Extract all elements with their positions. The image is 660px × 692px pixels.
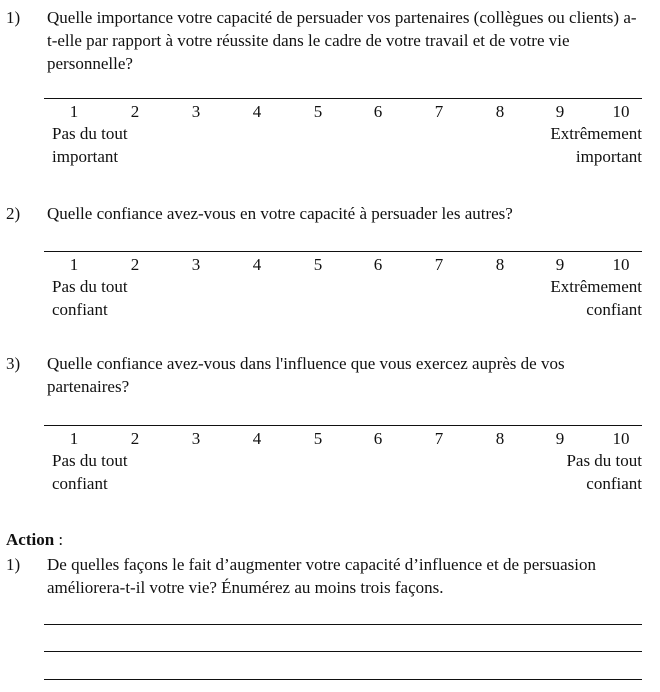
scale-option-8[interactable]: 8: [495, 255, 505, 274]
scale-option-4[interactable]: 4: [252, 429, 262, 448]
question-text: Quelle confiance avez-vous en votre capacité à persuader les autres?: [47, 204, 513, 223]
anchor-text: confiant: [52, 300, 108, 319]
anchor-text: Pas du tout: [52, 124, 128, 143]
action-heading: [6, 528, 63, 551]
anchor-text: Extrêmement: [550, 124, 642, 143]
scale-option-2[interactable]: 2: [130, 102, 140, 121]
scale-option-3[interactable]: 3: [191, 102, 201, 121]
scale-option-5[interactable]: 5: [313, 102, 323, 121]
scale-left-anchor: [52, 122, 128, 168]
anchor-text: important: [52, 147, 119, 166]
question-number: 2): [6, 204, 21, 223]
anchor-text: Pas du tout: [566, 451, 642, 470]
scale-option-1[interactable]: 1: [69, 255, 79, 274]
anchor-text: Pas du tout: [52, 277, 128, 296]
scale-right-anchor: [550, 275, 642, 321]
scale-rule: [44, 251, 642, 252]
scale-option-9[interactable]: 9: [555, 429, 565, 448]
scale-right-anchor: [566, 449, 642, 495]
scale-option-8[interactable]: 8: [495, 429, 505, 448]
scale-option-2[interactable]: 2: [130, 429, 140, 448]
question-number: 1): [6, 8, 21, 27]
question-number: 1): [6, 555, 21, 574]
scale-option-4[interactable]: 4: [252, 255, 262, 274]
scale-option-10[interactable]: 10: [612, 255, 630, 274]
anchor-text: confiant: [52, 474, 108, 493]
scale-option-6[interactable]: 6: [373, 429, 383, 448]
scale-option-2[interactable]: 2: [130, 255, 140, 274]
scale-option-10[interactable]: 10: [612, 429, 630, 448]
scale-option-1[interactable]: 1: [69, 429, 79, 448]
scale-option-10[interactable]: 10: [612, 102, 630, 121]
scale-option-6[interactable]: 6: [373, 102, 383, 121]
scale-option-4[interactable]: 4: [252, 102, 262, 121]
answer-line-3[interactable]: [44, 679, 642, 680]
scale-rule: [44, 425, 642, 426]
scale-option-1[interactable]: 1: [69, 102, 79, 121]
scale-option-9[interactable]: 9: [555, 102, 565, 121]
action-title: Action: [6, 530, 55, 549]
anchor-text: Extrêmement: [550, 277, 642, 296]
answer-line-1[interactable]: [44, 624, 642, 625]
scale-option-7[interactable]: 7: [434, 429, 444, 448]
anchor-text: Pas du tout: [52, 451, 128, 470]
scale-option-9[interactable]: 9: [555, 255, 565, 274]
scale-left-anchor: [52, 449, 128, 495]
anchor-text: confiant: [586, 474, 642, 493]
question-text: Quelle confiance avez-vous dans l'influence que vous exercez auprès de vos partenaires?: [47, 354, 565, 396]
scale-rule: [44, 98, 642, 99]
scale-option-3[interactable]: 3: [191, 429, 201, 448]
anchor-text: important: [575, 147, 642, 166]
anchor-text: confiant: [586, 300, 642, 319]
scale-right-anchor: [550, 122, 642, 168]
scale-option-5[interactable]: 5: [313, 255, 323, 274]
scale-option-8[interactable]: 8: [495, 102, 505, 121]
scale-option-7[interactable]: 7: [434, 255, 444, 274]
scale-left-anchor: [52, 275, 128, 321]
question-number: 3): [6, 354, 21, 373]
question-text: Quelle importance votre capacité de persuader vos partenaires (collègues ou clients) a-t-elle par rapport à votre réussite dans le cadre de votre travail et de votre vie personnelle?: [47, 8, 637, 73]
scale-option-5[interactable]: 5: [313, 429, 323, 448]
answer-line-2[interactable]: [44, 651, 642, 652]
question-text: De quelles façons le fait d’augmenter votre capacité d’influence et de persuasion améliorera-t-il votre vie? Énumérez au moins trois façons.: [47, 555, 596, 597]
action-colon: :: [54, 530, 64, 549]
scale-option-7[interactable]: 7: [434, 102, 444, 121]
scale-option-3[interactable]: 3: [191, 255, 201, 274]
scale-option-6[interactable]: 6: [373, 255, 383, 274]
